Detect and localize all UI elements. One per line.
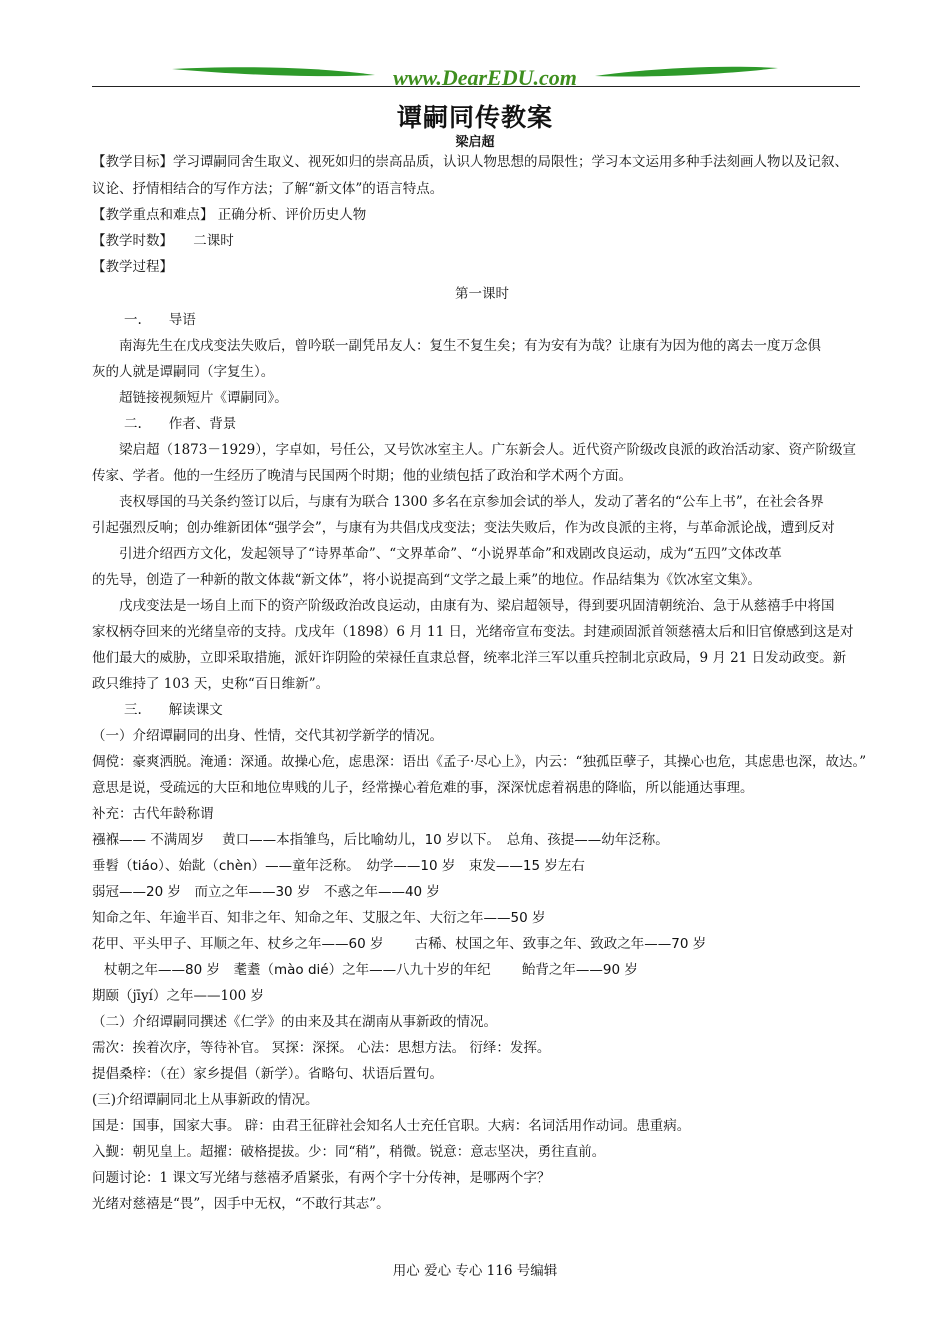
paragraph-line: 意思是说，受疏远的大臣和地位卑贱的儿子，经常操心着危难的事，深深忧虑着祸患的降临，所以能通达事理。 [92, 780, 754, 796]
author-name: 梁启超 [455, 135, 495, 150]
paragraph-line: 引起强烈反响；创办维新团体“强学会”，与康有为共倡戊戌变法；变法失败后，作为改良派的主将，与革命派论战，遭到反对 [92, 520, 835, 536]
paragraph-line: 的先导，创造了一种新的散文体裁“新文体”，将小说提高到“文学之最上乘”的地位。作品结集为《饮冰室文集》。 [92, 572, 761, 588]
paragraph-line: 戊戌变法是一场自上而下的资产阶级政治改良运动，由康有为、梁启超领导，得到要巩固清朝统治、急于从慈禧手中将国 [119, 598, 835, 614]
age-term-line: 弱冠——20 岁 而立之年——30 岁 不惑之年——40 岁 [92, 884, 440, 900]
section-heading-1: 一. 导语 [124, 312, 196, 328]
age-term-line: 襁褓—— 不满周岁 黄口——本指雏鸟，后比喻幼儿，10 岁以下。 总角、孩提——幼年泛称。 [92, 832, 669, 848]
paragraph-line: 超链接视频短片《谭嗣同》。 [119, 390, 288, 406]
discussion-question: 问题讨论：1 课文写光绪与慈禧矛盾紧张，有两个字十分传神，是哪两个字？ [92, 1170, 551, 1186]
paragraph-line: 引进介绍西方文化，发起领导了“诗界革命”、“文界革命”、“小说界革命”和戏剧改良运动，成为“五四”文体改革 [119, 546, 782, 562]
paragraph-line: 他们最大的威胁，立即采取措施，派奸诈阴险的荣禄任直隶总督，统率北洋三军以重兵控制北京政局，9 月 21 日发动政变。新 [92, 650, 847, 666]
paragraph-line: 入觐：朝见皇上。超擢：破格提拔。少：同“稍”，稍微。锐意：意志坚决，勇往直前。 [92, 1144, 606, 1160]
paragraph-line: 提倡桑梓：（在）家乡提倡（新学）。省略句、状语后置句。 [92, 1066, 443, 1082]
paragraph-line: 南海先生在戊戌变法失败后，曾吟联一副凭吊友人：复生不复生矣；有为安有为哉？让康有为因为他的离去一度万念俱 [119, 338, 821, 354]
teaching-goals-cont: 议论、抒情相结合的写作方法；了解“新文体”的语言特点。 [92, 181, 444, 197]
page-title: 谭嗣同传教案 [396, 103, 553, 132]
paragraph-line: 传家、学者。他的一生经历了晚清与民国两个时期；他的业绩包括了政治和学术两个方面。 [92, 468, 632, 484]
subsection-heading: （一）介绍谭嗣同的出身、性情，交代其初学新学的情况。 [92, 728, 443, 744]
age-term-line: 期颐（jīyí）之年——100 岁 [92, 988, 265, 1004]
header-rule [92, 86, 860, 87]
paragraph-line: 梁启超（1873－1929），字卓如，号任公，又号饮冰室主人。广东新会人。近代资产阶级改良派的政治活动家、资产阶级宣 [119, 442, 856, 458]
teaching-process: 【教学过程】 [92, 259, 173, 275]
paragraph-line: 倜傥：豪爽洒脱。淹通：深通。故操心危，虑患深：语出《孟子·尽心上》，内云：“独孤臣孽子，其操心也危，其虑患也深，故达。” [92, 754, 867, 770]
subsection-heading: （二）介绍谭嗣同撰述《仁学》的由来及其在湖南从事新政的情况。 [92, 1014, 497, 1030]
site-url: www.DearEDU.com [393, 65, 577, 90]
paragraph-line: 政只维持了 103 天，史称“百日维新”。 [92, 676, 330, 692]
age-term-line: 杖朝之年——80 岁 耄耋（mào dié）之年——八九十岁的年纪 鲐背之年——90 岁 [104, 962, 638, 978]
lesson-heading: 第一课时 [455, 286, 509, 302]
section-heading-3: 三. 解读课文 [124, 702, 223, 718]
site-banner [170, 62, 780, 92]
age-term-line: 垂髫（tiáo）、始龀（chèn）——童年泛称。 幼学——10 岁 束发——15 岁左右 [92, 858, 585, 874]
paragraph-line: 需次：挨着次序，等待补官。 冥探：深探。 心法：思想方法。 衍绎：发挥。 [92, 1040, 551, 1056]
left-swoosh-icon [172, 67, 375, 76]
paragraph-line: 家权柄夺回来的光绪皇帝的支持。戊戌年（1898）6 月 11 日，光绪帝宣布变法。封建顽固派首领慈禧太后和旧官僚感到这是对 [92, 624, 854, 640]
age-term-line: 知命之年、年逾半百、知非之年、知命之年、艾服之年、大衍之年——50 岁 [92, 910, 546, 926]
teaching-goals: 【教学目标】学习谭嗣同舍生取义、视死如归的崇高品质，认识人物思想的局限性；学习本文运用多种手法刻画人物以及记叙、 [92, 154, 848, 170]
discussion-answer: 光绪对慈禧是“畏”，因手中无权，“不敢行其志”。 [92, 1196, 390, 1212]
right-swoosh-icon [595, 67, 778, 77]
page-footer: 用心 爱心 专心 116 号编辑 [392, 1263, 558, 1279]
section-heading-2: 二. 作者、背景 [124, 416, 237, 432]
subsection-heading: (三)介绍谭嗣同北上从事新政的情况。 [92, 1092, 319, 1108]
paragraph-line: 灰的人就是谭嗣同（字复生）。 [92, 364, 275, 380]
paragraph-line: 国是：国事，国家大事。 辟：由君王征辟社会知名人士充任官职。大病：名词活用作动词。患重病。 [92, 1118, 691, 1134]
paragraph-line: 丧权辱国的马关条约签订以后，与康有为联合 1300 多名在京参加会试的举人，发动了著名的“公车上书”，在社会各界 [119, 494, 824, 510]
supplement-heading: 补充：古代年龄称谓 [92, 806, 214, 822]
key-points: 【教学重点和难点】 正确分析、评价历史人物 [92, 207, 367, 223]
age-term-line: 花甲、平头甲子、耳顺之年、杖乡之年——60 岁 古稀、杖国之年、致事之年、致政之年——70 岁 [92, 936, 707, 952]
teaching-hours: 【教学时数】 二课时 [92, 233, 234, 249]
